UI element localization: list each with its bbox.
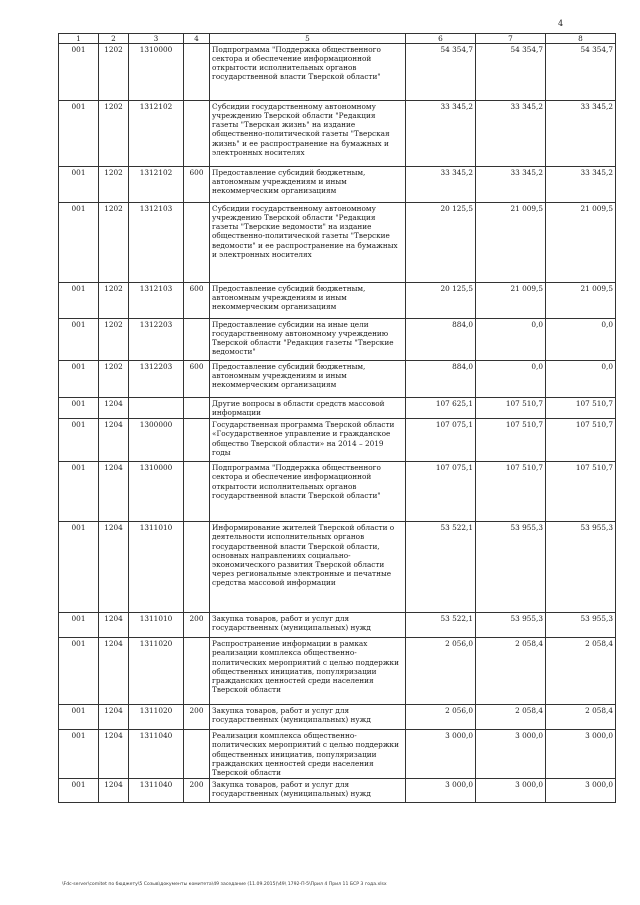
cell-amount-col8: 107 510,7 — [546, 419, 616, 462]
cell-amount-col7: 33 345,2 — [476, 101, 546, 167]
cell-amount-col6: 53 522,1 — [406, 522, 476, 613]
table-row — [59, 398, 616, 419]
cell-amount-col6: 884,0 — [406, 361, 476, 398]
column-header: 3 — [129, 34, 184, 44]
cell-admin-code: 001 — [59, 167, 99, 203]
cell-amount-col8: 21 009,5 — [546, 203, 616, 283]
table-row — [59, 44, 616, 101]
cell-target-article: 1312103 — [129, 283, 184, 319]
cell-amount-col7: 0,0 — [476, 361, 546, 398]
page-number: 4 — [558, 19, 564, 28]
cell-description: Подпрограмма "Поддержка общественного сектора и обеспечение информационной открытости исполнительных органов государственной власти Тверской области" — [210, 462, 406, 522]
cell-expense-type — [184, 419, 210, 462]
cell-section-code: 1204 — [99, 638, 129, 705]
cell-description: Реализация комплекса общественно-политических мероприятий с целью поддержки общественных инициатив, популяризации гражданских ценностей среди населения Тверской области — [210, 730, 406, 779]
cell-description: Подпрограмма "Поддержка общественного сектора и обеспечение информационной открытости исполнительных органов государственной власти Тверской области" — [210, 44, 406, 101]
cell-description: Распространение информации в рамках реализации комплекса общественно-политических мероприятий с целью поддержки общественных инициатив, популяризации гражданских ценностей среди населения Тверской области — [210, 638, 406, 705]
cell-description: Другие вопросы в области средств массовой информации — [210, 398, 406, 419]
cell-amount-col8: 33 345,2 — [546, 167, 616, 203]
cell-amount-col6: 20 125,5 — [406, 203, 476, 283]
cell-section-code: 1204 — [99, 419, 129, 462]
cell-target-article: 1300000 — [129, 419, 184, 462]
cell-section-code: 1202 — [99, 203, 129, 283]
cell-amount-col8: 33 345,2 — [546, 101, 616, 167]
cell-description: Закупка товаров, работ и услуг для государственных (муниципальных) нужд — [210, 778, 406, 802]
cell-description: Закупка товаров, работ и услуг для государственных (муниципальных) нужд — [210, 705, 406, 730]
cell-section-code: 1202 — [99, 283, 129, 319]
cell-amount-col8: 0,0 — [546, 319, 616, 361]
cell-description: Субсидии государственному автономному учреждению Тверской области "Редакция газеты "Тверская жизнь" на издание общественно-политической газеты "Тверская жизнь" и ее распространение на бумажных и электронных носителях — [210, 101, 406, 167]
cell-amount-col8: 3 000,0 — [546, 730, 616, 779]
cell-target-article: 1312203 — [129, 319, 184, 361]
cell-section-code: 1204 — [99, 398, 129, 419]
cell-target-article: 1311040 — [129, 730, 184, 779]
cell-admin-code: 001 — [59, 522, 99, 613]
cell-target-article — [129, 398, 184, 419]
cell-description: Предоставление субсидий бюджетным, автономным учреждениям и иным некоммерческим организациям — [210, 167, 406, 203]
cell-section-code: 1204 — [99, 522, 129, 613]
cell-amount-col7: 3 000,0 — [476, 778, 546, 802]
cell-expense-type: 600 — [184, 361, 210, 398]
cell-amount-col6: 2 056,0 — [406, 705, 476, 730]
cell-expense-type — [184, 203, 210, 283]
cell-section-code: 1202 — [99, 101, 129, 167]
cell-description: Предоставление субсидий бюджетным, автономным учреждениям и иным некоммерческим организациям — [210, 361, 406, 398]
cell-amount-col6: 107 625,1 — [406, 398, 476, 419]
cell-admin-code: 001 — [59, 203, 99, 283]
cell-amount-col6: 33 345,2 — [406, 101, 476, 167]
column-header: 5 — [210, 34, 406, 44]
cell-target-article: 1312103 — [129, 203, 184, 283]
table-row — [59, 167, 616, 203]
cell-description: Предоставление субсидий бюджетным, автономным учреждениям и иным некоммерческим организациям — [210, 283, 406, 319]
cell-expense-type — [184, 730, 210, 779]
cell-expense-type: 200 — [184, 613, 210, 638]
cell-amount-col8: 3 000,0 — [546, 778, 616, 802]
cell-description: Закупка товаров, работ и услуг для государственных (муниципальных) нужд — [210, 613, 406, 638]
cell-expense-type — [184, 398, 210, 419]
table-row — [59, 319, 616, 361]
cell-admin-code: 001 — [59, 778, 99, 802]
cell-amount-col8: 0,0 — [546, 361, 616, 398]
cell-amount-col8: 107 510,7 — [546, 462, 616, 522]
table-row — [59, 361, 616, 398]
cell-admin-code: 001 — [59, 462, 99, 522]
cell-amount-col6: 107 075,1 — [406, 419, 476, 462]
column-header: 4 — [184, 34, 210, 44]
cell-amount-col8: 54 354,7 — [546, 44, 616, 101]
column-header: 6 — [406, 34, 476, 44]
cell-amount-col7: 107 510,7 — [476, 398, 546, 419]
cell-section-code: 1204 — [99, 462, 129, 522]
table-row — [59, 462, 616, 522]
cell-amount-col8: 107 510,7 — [546, 398, 616, 419]
cell-target-article: 1311010 — [129, 613, 184, 638]
cell-amount-col8: 53 955,3 — [546, 613, 616, 638]
cell-target-article: 1310000 — [129, 462, 184, 522]
cell-amount-col7: 3 000,0 — [476, 730, 546, 779]
table-row — [59, 101, 616, 167]
cell-amount-col7: 2 058,4 — [476, 638, 546, 705]
column-header-row — [59, 34, 616, 44]
table-row — [59, 705, 616, 730]
cell-admin-code: 001 — [59, 283, 99, 319]
cell-admin-code: 001 — [59, 638, 99, 705]
table-row — [59, 613, 616, 638]
cell-admin-code: 001 — [59, 319, 99, 361]
cell-amount-col7: 21 009,5 — [476, 283, 546, 319]
cell-section-code: 1202 — [99, 319, 129, 361]
cell-expense-type — [184, 522, 210, 613]
cell-section-code: 1202 — [99, 167, 129, 203]
cell-description: Субсидии государственному автономному учреждению Тверской области "Редакция газеты "Тверские ведомости" на издание общественно-политической газеты "Тверские ведомости" и ее распространение на бумажных и электронных носителях — [210, 203, 406, 283]
cell-admin-code: 001 — [59, 613, 99, 638]
cell-amount-col8: 2 058,4 — [546, 638, 616, 705]
cell-amount-col6: 3 000,0 — [406, 730, 476, 779]
cell-amount-col6: 20 125,5 — [406, 283, 476, 319]
cell-amount-col6: 2 056,0 — [406, 638, 476, 705]
cell-admin-code: 001 — [59, 730, 99, 779]
cell-section-code: 1204 — [99, 705, 129, 730]
file-path-footer: \Fdc-server\comitet по бюджету\5 Созыв\документы комитета\49 заседание (11.09.2015)\49\ 1792-П-5\Прил 4 Прил 11 БСР 3 года.xlsx — [62, 882, 387, 887]
cell-admin-code: 001 — [59, 44, 99, 101]
cell-expense-type — [184, 319, 210, 361]
cell-amount-col7: 107 510,7 — [476, 462, 546, 522]
cell-amount-col7: 53 955,3 — [476, 613, 546, 638]
cell-description: Предоставление субсидии на иные цели государственному автономному учреждению Тверской области "Редакция газеты "Тверские ведомости" — [210, 319, 406, 361]
table-row — [59, 778, 616, 802]
cell-expense-type: 200 — [184, 778, 210, 802]
cell-target-article: 1311020 — [129, 638, 184, 705]
cell-amount-col7: 107 510,7 — [476, 419, 546, 462]
cell-target-article: 1312102 — [129, 167, 184, 203]
cell-target-article: 1311040 — [129, 778, 184, 802]
cell-expense-type — [184, 638, 210, 705]
budget-table — [58, 33, 616, 803]
cell-amount-col6: 53 522,1 — [406, 613, 476, 638]
cell-admin-code: 001 — [59, 705, 99, 730]
cell-target-article: 1312203 — [129, 361, 184, 398]
cell-amount-col7: 21 009,5 — [476, 203, 546, 283]
table-row — [59, 638, 616, 705]
cell-admin-code: 001 — [59, 361, 99, 398]
cell-amount-col7: 0,0 — [476, 319, 546, 361]
cell-amount-col6: 3 000,0 — [406, 778, 476, 802]
cell-amount-col7: 33 345,2 — [476, 167, 546, 203]
cell-amount-col7: 53 955,3 — [476, 522, 546, 613]
cell-amount-col8: 2 058,4 — [546, 705, 616, 730]
cell-expense-type — [184, 462, 210, 522]
table-row — [59, 730, 616, 779]
column-header: 8 — [546, 34, 616, 44]
cell-target-article: 1311010 — [129, 522, 184, 613]
cell-description: Информирование жителей Тверской области о деятельности исполнительных органов государственной власти Тверской области, основных направлениях социально-экономического развития Тверской области через региональные электронные и печатные средства массовой информации — [210, 522, 406, 613]
column-header: 1 — [59, 34, 99, 44]
cell-amount-col6: 107 075,1 — [406, 462, 476, 522]
cell-target-article: 1310000 — [129, 44, 184, 101]
cell-section-code: 1204 — [99, 730, 129, 779]
table-row — [59, 283, 616, 319]
cell-amount-col6: 54 354,7 — [406, 44, 476, 101]
cell-section-code: 1204 — [99, 613, 129, 638]
cell-expense-type — [184, 101, 210, 167]
table-row — [59, 419, 616, 462]
cell-amount-col6: 884,0 — [406, 319, 476, 361]
cell-admin-code: 001 — [59, 419, 99, 462]
cell-admin-code: 001 — [59, 398, 99, 419]
cell-target-article: 1311020 — [129, 705, 184, 730]
cell-admin-code: 001 — [59, 101, 99, 167]
cell-amount-col7: 54 354,7 — [476, 44, 546, 101]
cell-target-article: 1312102 — [129, 101, 184, 167]
cell-amount-col8: 53 955,3 — [546, 522, 616, 613]
cell-expense-type: 200 — [184, 705, 210, 730]
table-row — [59, 522, 616, 613]
column-header: 2 — [99, 34, 129, 44]
cell-amount-col6: 33 345,2 — [406, 167, 476, 203]
cell-amount-col8: 21 009,5 — [546, 283, 616, 319]
cell-section-code: 1202 — [99, 44, 129, 101]
cell-expense-type: 600 — [184, 283, 210, 319]
cell-expense-type — [184, 44, 210, 101]
cell-amount-col7: 2 058,4 — [476, 705, 546, 730]
column-header: 7 — [476, 34, 546, 44]
cell-section-code: 1204 — [99, 778, 129, 802]
cell-section-code: 1202 — [99, 361, 129, 398]
table-row — [59, 203, 616, 283]
cell-description: Государственная программа Тверской области «Государственное управление и гражданское общество Тверской области» на 2014 – 2019 годы — [210, 419, 406, 462]
cell-expense-type: 600 — [184, 167, 210, 203]
